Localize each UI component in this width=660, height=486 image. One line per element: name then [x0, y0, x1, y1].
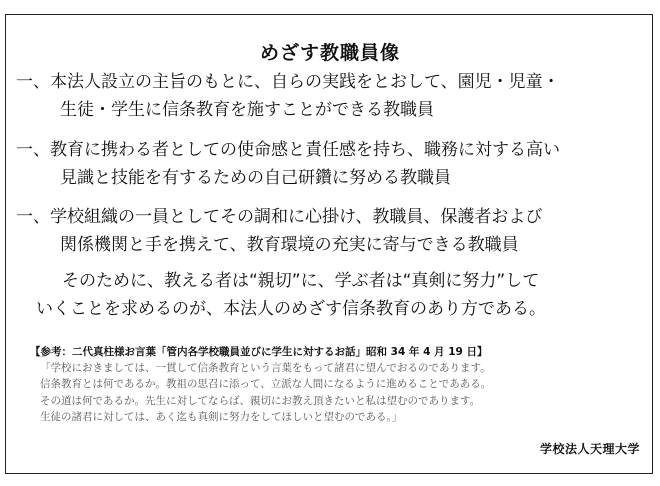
- reference-title: 【参考：二代真柱様お言葉「管内各学校職員並びに学生に対するお話」昭和 34 年 4 月 19 日】: [30, 346, 488, 358]
- reference-section: [30, 344, 640, 425]
- summary-paragraph: [26, 267, 646, 323]
- summary-line-2: いくことを求めるのが、本法人のめざす信条教育のあり方である。: [36, 299, 546, 319]
- principle-2-line-2: 見識と技能を有するための自己研鑽に努める教職員: [60, 168, 451, 188]
- principle-1-line-2: 生徒・学生に信条教育を施すことができる教職員: [60, 100, 434, 120]
- principle-2-line-1: 一、教育に携わる者としての使命感と責任感を持ち、職務に対する高い: [16, 140, 560, 160]
- principle-1: [16, 68, 646, 124]
- principle-1-line-1: 一、本法人設立の主旨のもとに、自らの実践をとおして、園児・児童・: [16, 72, 560, 92]
- reference-line: 信条教育とは何であるか。教祖の思召に添って、立派な人間になるように進めることであある。: [40, 378, 492, 391]
- reference-line: 「学校におきましては、一貫して信条教育という言葉をもって諸君に望んでおるのであります。: [40, 362, 491, 375]
- signature: 学校法人天理大学: [539, 442, 640, 456]
- principle-2: [16, 136, 646, 192]
- principle-3-line-2: 関係機関と手を携えて、教育環境の充実に寄与できる教職員: [60, 235, 519, 255]
- page-title: めざす教職員像: [259, 42, 400, 64]
- principle-3-line-1: 一、学校組織の一員としてその調和に心掛け、教職員、保護者および: [16, 207, 543, 227]
- principle-3: [16, 203, 646, 259]
- reference-line: 生徒の諸君に対しては、あく迄も真剣に努力をしてほしいと望むのである。」: [40, 410, 403, 423]
- reference-line: その道は何であるか。先生に対してならば、親切にお教え頂きたいと私は望むのであります。: [40, 394, 481, 407]
- summary-line-1: そのために、教える者は“親切”に、学ぶ者は“真剣に努力”して: [62, 271, 540, 291]
- reference-quote: [30, 360, 640, 425]
